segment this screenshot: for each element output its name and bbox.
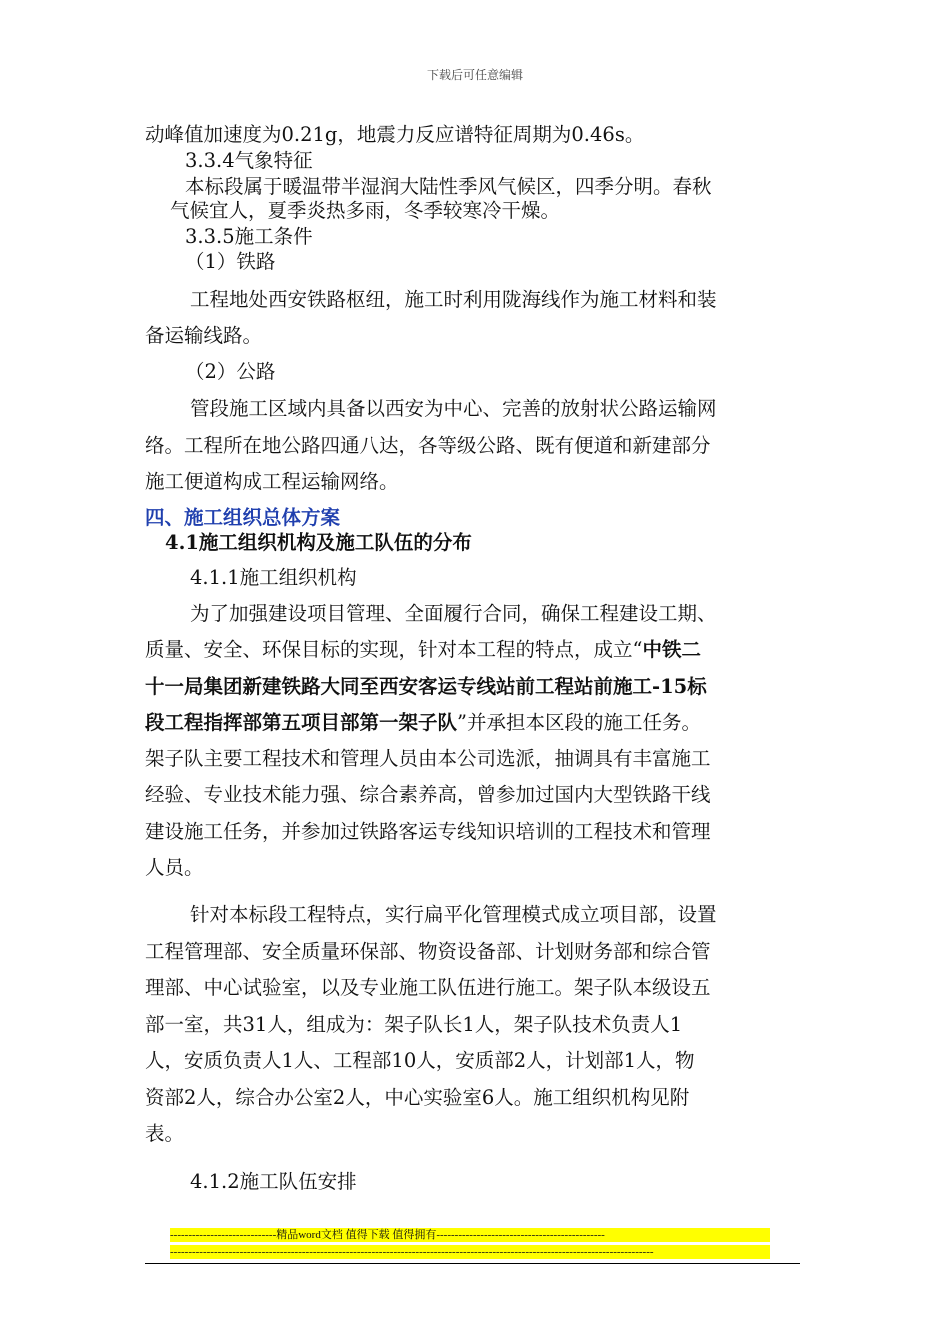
paragraph-line: 络。工程所在地公路四通八达，各等级公路、既有便道和新建部分 xyxy=(145,434,711,457)
paragraph-line: 动峰值加速度为0.21g，地震力反应谱特征周期为0.46s。 xyxy=(145,123,645,146)
list-item-highway: （2）公路 xyxy=(185,360,276,383)
paragraph-line: 施工便道构成工程运输网络。 xyxy=(145,470,399,493)
paragraph-line: 工程管理部、安全质量环保部、物资设备部、计划财务部和综合管 xyxy=(145,940,711,963)
list-item-railway: （1）铁路 xyxy=(185,250,276,273)
paragraph-line: 人，安质负责人1人、工程部10人，安质部2人，计划部1人，物 xyxy=(145,1049,695,1072)
section-heading-3-3-4: 3.3.4气象特征 xyxy=(185,149,313,172)
paragraph-line xyxy=(145,638,701,662)
footer-divider xyxy=(145,1263,800,1264)
paragraph-line: 气候宜人，夏季炎热多雨，冬季较寒冷干燥。 xyxy=(170,199,561,222)
unit-name-bold: 中铁二 xyxy=(642,638,702,661)
paragraph-line xyxy=(145,711,701,735)
footer-dash-line: ------------------------------------------------------------------------------------------------------------------------------------ xyxy=(170,1245,770,1259)
paragraph-line: 工程地处西安铁路枢纽，施工时利用陇海线作为施工材料和装 xyxy=(190,288,717,311)
section-heading-4-1: 4.1施工组织机构及施工队伍的分布 xyxy=(165,531,472,554)
paragraph-line: 部一室，共31人，组成为：架子队长1人，架子队技术负责人1 xyxy=(145,1013,683,1036)
paragraph-line: 针对本标段工程特点，实行扁平化管理模式成立项目部，设置 xyxy=(190,903,717,926)
paragraph-text: 质量、安全、环保目标的实现，针对本工程的特点，成立 xyxy=(145,638,633,661)
paragraph-line: 理部、中心试验室，以及专业施工队伍进行施工。架子队本级设五 xyxy=(145,976,711,999)
page-header: 下载后可任意编辑 xyxy=(426,68,523,82)
paragraph-line: 本标段属于暖温带半湿润大陆性季风气候区，四季分明。春秋 xyxy=(185,175,712,198)
paragraph-line: 表。 xyxy=(145,1122,185,1145)
paragraph-line: 经验、专业技术能力强、综合素养高，曾参加过国内大型铁路干线 xyxy=(145,783,711,806)
footer-watermark-line: -----------------------------精品word文档 值得下载 值得拥有---------------------------------------------- xyxy=(170,1228,770,1242)
paragraph-line: 建设施工任务，并参加过铁路客运专线知识培训的工程技术和管理 xyxy=(145,820,711,843)
paragraph-line: 管段施工区域内具备以西安为中心、完善的放射状公路运输网 xyxy=(190,397,717,420)
paragraph-text: ”并承担本区段的施工任务。 xyxy=(457,711,701,734)
paragraph-line: 资部2人，综合办公室2人，中心实验室6人。施工组织机构见附 xyxy=(145,1086,690,1109)
unit-name-bold: 十一局集团新建铁路大同至西安客运专线站前工程站前施工-15标 xyxy=(145,675,707,698)
paragraph-line: 为了加强建设项目管理、全面履行合同，确保工程建设工期、 xyxy=(190,602,717,625)
chapter-heading: 四、施工组织总体方案 xyxy=(145,506,341,529)
paragraph-line: 人员。 xyxy=(145,856,204,879)
open-quote: “ xyxy=(632,638,643,661)
section-heading-4-1-2: 4.1.2施工队伍安排 xyxy=(190,1170,357,1193)
paragraph-line: 备运输线路。 xyxy=(145,324,263,347)
section-heading-4-1-1: 4.1.1施工组织机构 xyxy=(190,566,357,589)
paragraph-line: 架子队主要工程技术和管理人员由本公司选派，抽调具有丰富施工 xyxy=(145,747,711,770)
section-heading-3-3-5: 3.3.5施工条件 xyxy=(185,225,313,248)
unit-name-bold: 段工程指挥部第五项目部第一架子队 xyxy=(145,711,458,734)
